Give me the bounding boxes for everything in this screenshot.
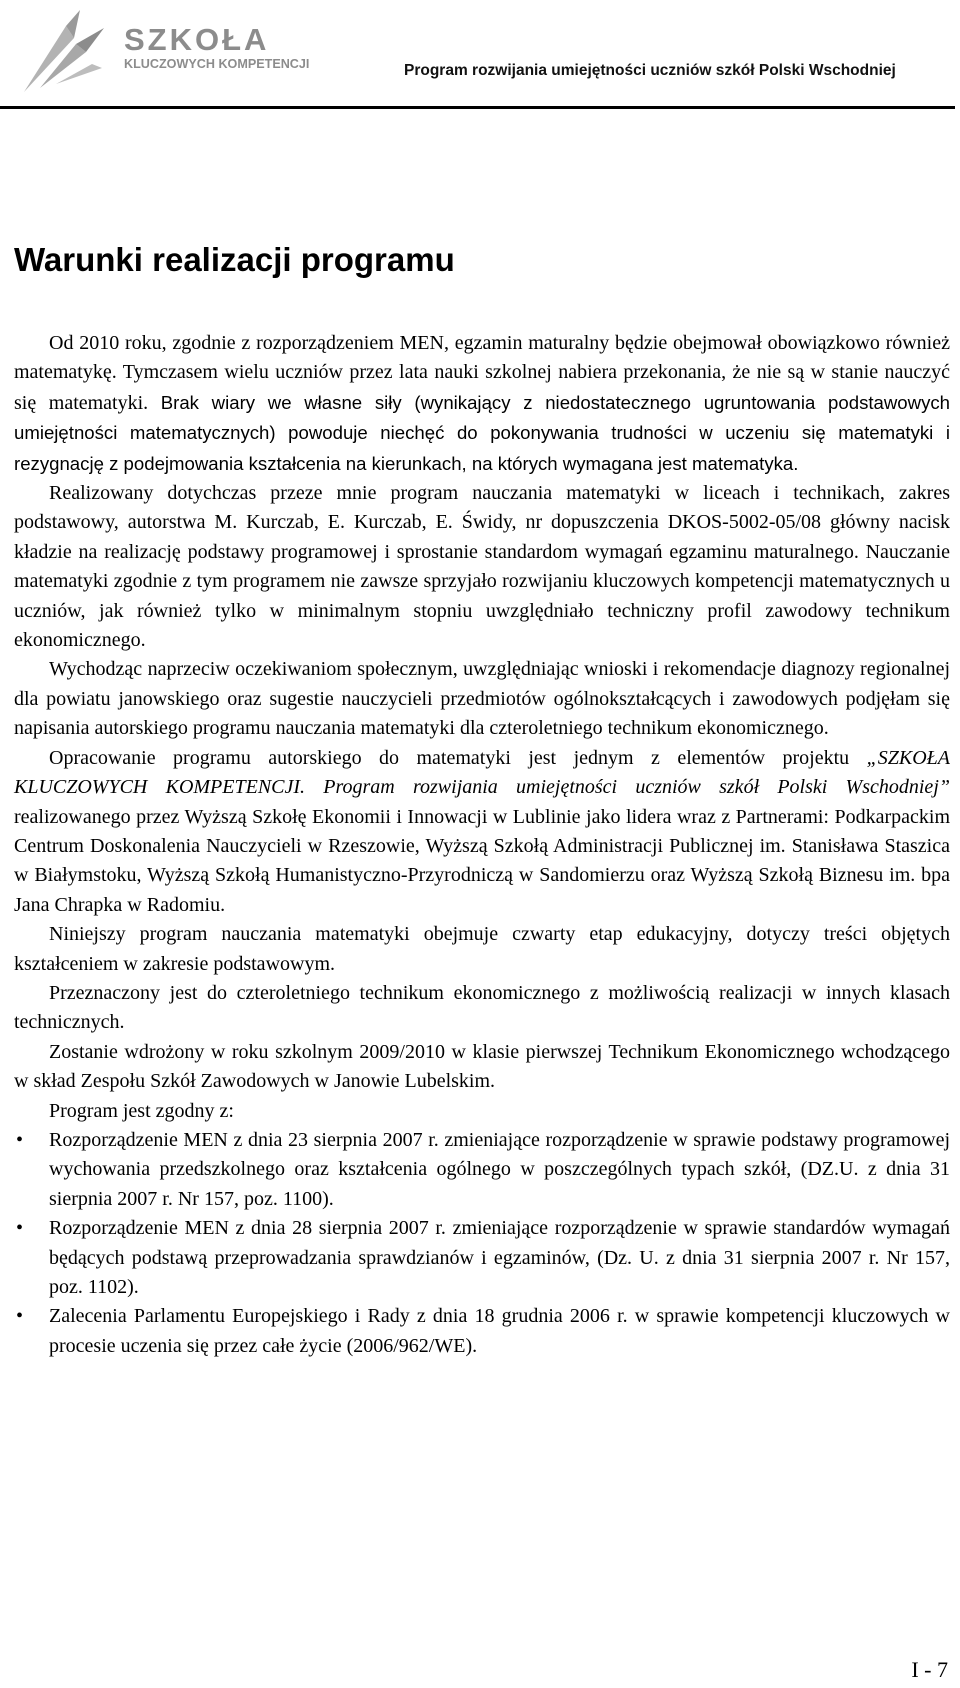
- paragraph-matura-sans-text: Brak wiary we własne siły (wynikający z niedostatecznego ugruntowania podstawowych umiejętności matematycznych) powoduje niechęć do pokonywania trudności w uczeniu się matematyki i rezygnację z podejmowania kształcenia na kierunkach, na których wymagana jest matematyka.: [14, 391, 951, 474]
- list-item: • Rozporządzenie MEN z dnia 28 sierpnia 2007 r. zmieniające rozporządzenie w sprawie standardów wymagań będących podstawą przeprowadzania sprawdzianów i egzaminów, (Dz. U. z dnia 31 sierpnia 2007 r. Nr 157, poz. 1102).: [14, 1214, 950, 1302]
- paragraph-compliance: Program jest zgodny z:: [49, 1099, 234, 1122]
- paragraph-scope: Niniejszy program nauczania matematyki obejmuje czwarty etap edukacyjny, dotyczy treści objętych kształceniem w zakresie podstawowym.: [14, 923, 950, 975]
- header-divider: [0, 106, 955, 109]
- paragraph-implementation: Zostanie wdrożony w roku szkolnym 2009/2010 w klasie pierwszej Technikum Ekonomicznego wchodzącego w skład Zespołu Szkół Zawodowych w Janowie Lubelskim.: [14, 1040, 950, 1093]
- paragraph-current-program: Realizowany dotychczas przeze mnie program nauczania matematyki w liceach i technikach, zakres podstawowy, autorstwa M. Kurczab, E. Kurczab, E. Świdy, nr dopuszczenia DKOS-5002-05/08 główny nacisk kładzie na realizację podstawy programowej i sprostanie standardom wymagań egzaminu maturalnego. Nauczanie matematyki zgodnie z tym programem nie zawsze sprzyjało rozwijaniu kluczowych kompetencji matematycznych u uczniów, jak również tylko w minimalnym stopniu uwzględniało techniczny profil zawodowy technikum ekonomicznego.: [14, 482, 950, 652]
- paragraph-social-expectations: Wychodząc naprzeciw oczekiwaniom społecznym, uwzględniając wnioski i rekomendacje diagnozy regionalnej dla powiatu janowskiego oraz sugestie nauczycieli przedmiotów ogólnokształcących i zawodowych podjęłam się napisania autorskiego programu nauczania matematyki dla czteroletniego technikum ekonomicznego.: [14, 658, 950, 740]
- szkola-kluczowych-kompetencji-logo: [20, 6, 320, 98]
- paragraph-matura-text: Od 2010 roku, zgodnie z rozporządzeniem MEN, egzamin maturalny będzie obejmował obowiązkowo również matematykę. Tymczasem wielu uczniów przez lata nauki szkolnej nabiera przekonania, że nie są w stanie nauczyć się matematyki.: [14, 332, 950, 414]
- page-number: I - 7: [911, 1657, 948, 1682]
- logo-subtitle: KLUCZOWYCH KOMPETENCJI: [124, 57, 310, 71]
- paragraph-matura: [14, 329, 950, 479]
- paragraph-project-partners: realizowanego przez Wyższą Szkołę Ekonomii i Innowacji w Lublinie jako lidera wraz z Partnerami: Podkarpackim Centrum Doskonalenia Nauczycieli w Rzeszowie, Wyższą Szkołą Administracji Publicznej im. Stanisława Staszica w Białymstoku, Wyższą Szkołą Humanistyczno-Przyrodniczą w Sandomierzu oraz Wyższą Szkołą Biznesu im. bpa Jana Chrapka w Radomiu.: [14, 805, 950, 916]
- logo-wordmark: SZKOŁA: [124, 22, 270, 57]
- logo-emblem-icon: [20, 6, 115, 98]
- paragraph-target: Przeznaczony jest do czteroletniego technikum ekonomicznego z możliwością realizacji w innych klasach technicznych.: [14, 981, 950, 1034]
- legal-basis-list: [14, 1126, 950, 1361]
- list-item: • Zalecenia Parlamentu Europejskiego i Rady z dnia 18 grudnia 2006 r. w sprawie kompetencji kluczowych w procesie uczenia się przez całe życie (2006/962/WE).: [14, 1302, 950, 1361]
- program-title: Program rozwijania umiejętności uczniów szkół Polski Wschodniej: [404, 62, 896, 79]
- list-item: • Rozporządzenie MEN z dnia 23 sierpnia 2007 r. zmieniające rozporządzenie w sprawie podstawy programowej wychowania przedszkolnego oraz kształcenia ogólnego w poszczególnych typach szkół, (DZ.U. z dnia 31 sierpnia 2007 r. Nr 157, poz. 1100).: [14, 1126, 950, 1214]
- document-body: [14, 329, 950, 1361]
- page-header: [0, 0, 960, 115]
- project-name: „SZKOŁA KLUCZOWYCH KOMPETENCJI. Program rozwijania umiejętności uczniów szkół Polski Wschodniej”: [14, 746, 950, 799]
- paragraph-project: [14, 744, 950, 920]
- document-title: Warunki realizacji programu: [14, 241, 455, 278]
- paragraph-project-intro: Opracowanie programu autorskiego do matematyki jest jednym z elementów projektu: [49, 746, 867, 769]
